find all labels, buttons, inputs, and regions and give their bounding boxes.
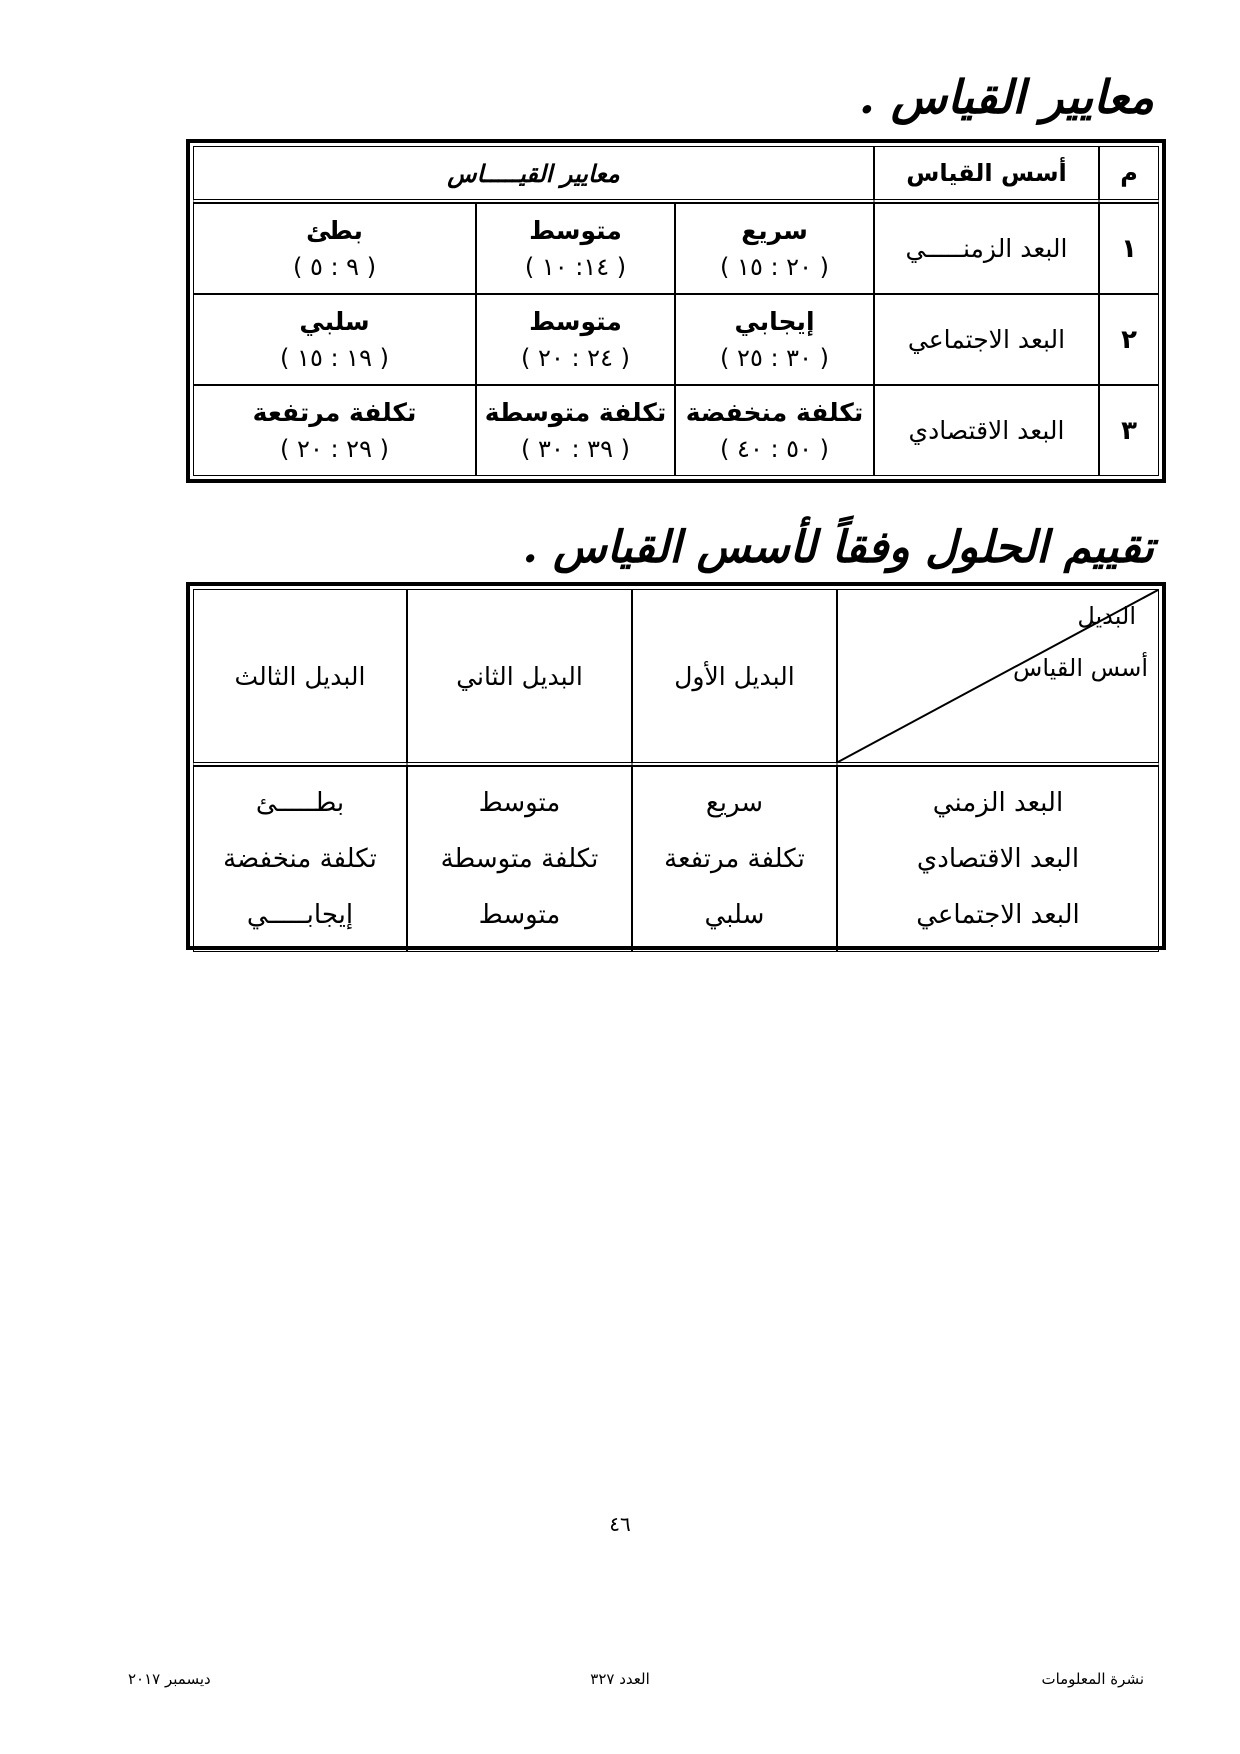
bases-cell <box>837 766 1159 952</box>
footer-date: ديسمبر ٢٠١٧ <box>128 1670 211 1688</box>
alt-value: متوسط <box>478 900 561 930</box>
footer-publication: نشرة المعلومات <box>1041 1670 1144 1688</box>
basis-item: البعد الزمني <box>932 788 1064 818</box>
table-row <box>193 294 1159 385</box>
criterion-cell <box>675 385 874 476</box>
basis-item: البعد الاجتماعي <box>916 900 1080 930</box>
alt-value: تكلفة مرتفعة <box>664 844 805 874</box>
criterion-cell <box>193 294 476 385</box>
criterion-range: ( ١٤: ١٠ ) <box>524 252 627 281</box>
col-criteria-header: معايير القيـــــاس <box>193 146 874 203</box>
criterion-cell <box>193 385 476 476</box>
alt1-header: البديل الأول <box>632 589 837 766</box>
criterion-range: ( ٥٠ : ٤٠ ) <box>720 434 829 463</box>
evaluation-heading: تقييم الحلول وفقاً لأسس القياس . <box>522 522 1154 573</box>
criterion-range: ( ٢٤ : ٢٠ ) <box>521 343 630 372</box>
criterion-cell <box>675 294 874 385</box>
alt-value: تكلفة متوسطة <box>440 844 599 874</box>
corner-top-label: البديل <box>1077 602 1136 630</box>
criterion-label: تكلفة منخفضة <box>685 397 864 427</box>
criterion-range: ( ٣٩ : ٣٠ ) <box>521 434 630 463</box>
alt-value: إيجابـــــي <box>246 900 354 930</box>
criteria-table <box>186 139 1166 483</box>
alt3-values-cell <box>193 766 407 952</box>
basis-cell: البعد الزمنـــــي <box>874 203 1099 294</box>
page-number: ٤٦ <box>609 1512 631 1536</box>
table-row <box>193 385 1159 476</box>
criterion-range: ( ٩ : ٥ ) <box>292 252 377 281</box>
table-row <box>193 203 1159 294</box>
basis-cell: البعد الاجتماعي <box>874 294 1099 385</box>
corner-cell <box>837 589 1159 766</box>
evaluation-table <box>186 582 1166 950</box>
criterion-range: ( ٢٠ : ١٥ ) <box>720 252 829 281</box>
criterion-label: متوسط <box>529 306 622 336</box>
criterion-cell <box>476 385 675 476</box>
corner-bottom-label: أسس القياس <box>1013 654 1148 682</box>
criterion-cell <box>675 203 874 294</box>
criterion-label: بطئ <box>306 215 363 245</box>
alt3-header: البديل الثالث <box>193 589 407 766</box>
col-basis-header: أسس القياس <box>874 146 1099 203</box>
criterion-label: تكلفة مرتفعة <box>252 397 417 427</box>
criterion-cell <box>476 294 675 385</box>
alt2-header: البديل الثاني <box>407 589 632 766</box>
row-number: ١ <box>1099 203 1159 294</box>
alt-value: سريع <box>705 788 764 818</box>
row-number: ٣ <box>1099 385 1159 476</box>
criterion-label: متوسط <box>529 215 622 245</box>
criterion-range: ( ١٩ : ١٥ ) <box>280 343 389 372</box>
table-row <box>193 766 1159 952</box>
alt1-values-cell <box>632 766 837 952</box>
basis-item: البعد الاقتصادي <box>916 844 1080 874</box>
basis-cell: البعد الاقتصادي <box>874 385 1099 476</box>
criterion-label: تكلفة متوسطة <box>484 397 667 427</box>
alt2-values-cell <box>407 766 632 952</box>
criterion-label: سريع <box>741 215 808 245</box>
alt-value: متوسط <box>478 788 561 818</box>
footer-issue: العدد ٣٢٧ <box>590 1670 650 1688</box>
criterion-cell <box>476 203 675 294</box>
criterion-cell <box>193 203 476 294</box>
alt-value: تكلفة منخفضة <box>223 844 377 874</box>
criteria-heading: معايير القياس . <box>858 70 1154 124</box>
alt-value: سلبي <box>704 900 765 930</box>
row-number: ٢ <box>1099 294 1159 385</box>
alt-value: بطـــــئ <box>255 788 345 818</box>
criterion-range: ( ٢٩ : ٢٠ ) <box>280 434 389 463</box>
criterion-label: سلبي <box>299 306 370 336</box>
criterion-label: إيجابي <box>734 306 815 336</box>
col-index-header: م <box>1099 146 1159 203</box>
criterion-range: ( ٣٠ : ٢٥ ) <box>720 343 829 372</box>
